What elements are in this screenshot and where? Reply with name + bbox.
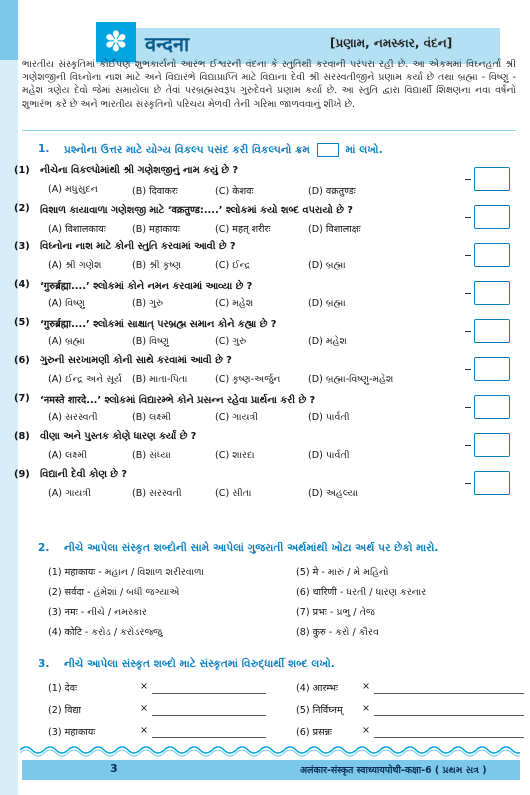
question-text: ‘गुरुर्ब्रह्मा....’ શ્લોકમાં કોને નમન કરવામાં આવ્યા છે ? <box>40 281 253 292</box>
antonym-word: (3) महाकायः <box>48 727 96 738</box>
antonym-word: (6) प्रसन्नः <box>296 727 332 738</box>
option: (D) બ્રહ્મા <box>308 260 346 271</box>
antonym-word: (1) देवः <box>48 683 78 694</box>
meaning-item[interactable]: (3) नमः - નીચે / નમસ્કાર <box>48 607 147 618</box>
option: (D) અહલ્યા <box>308 488 359 499</box>
option: (A) ઈન્દ્ર અને સૂર્ય <box>48 374 122 385</box>
meaning-item[interactable]: (4) कोटि - કરોડ / કરોડરજ્જુ <box>48 627 163 638</box>
option: (B) ગુરુ <box>132 298 164 309</box>
section-text: નીચે આપેલા સંસ્કૃત શબ્દો માટે સંસ્કૃતમાં વિરુદ્ધાર્થી શબ્દ લખો. <box>64 658 335 670</box>
question-number: (4) <box>14 279 30 290</box>
question-number: (9) <box>14 469 30 480</box>
option: (B) महाकायः <box>132 224 180 235</box>
section-text <box>64 143 383 157</box>
page-title: वन्दना <box>145 32 190 56</box>
question <box>14 431 454 445</box>
cross-icon: × <box>140 703 149 714</box>
answer-line[interactable] <box>152 715 266 716</box>
option: (A) ગાયત્રી <box>48 488 91 499</box>
wave-border <box>20 742 520 758</box>
cross-icon: × <box>140 725 149 736</box>
section-number: 2. <box>38 542 50 554</box>
answer-line[interactable] <box>152 693 266 694</box>
option: (C) केशवः <box>215 186 254 197</box>
question-text: ‘नमस्ते शारदे...’ શ્લોકમાં વિદ્યારમ્ભે કોને પ્રસન્ન રહેવા પ્રાર્થના કરી છે ? <box>40 395 316 406</box>
option: (B) સંધ્યા <box>132 450 171 461</box>
answer-box[interactable] <box>474 205 510 229</box>
answer-dash <box>465 255 471 256</box>
section-2-heading <box>38 542 518 558</box>
meaning-item[interactable]: (7) प्रभः - પ્રભુ / તેજ <box>296 607 376 618</box>
question-number: (7) <box>14 393 30 404</box>
option: (B) લક્ષ્મી <box>132 412 171 423</box>
answer-dash <box>465 179 471 180</box>
meaning-item[interactable]: (2) सर्वदा - હંમેશાં / બધી જગ્યાએ <box>48 587 180 598</box>
answer-box[interactable] <box>474 319 510 343</box>
page-number: 3 <box>110 762 118 775</box>
question <box>14 241 454 255</box>
option: (B) વિષ્ણુ <box>132 336 169 347</box>
section-number: 1. <box>38 143 50 155</box>
cross-icon: × <box>362 703 371 714</box>
question-text: વિશાળ કાયાવાળા ગણેશજી માટે ‘वक्रतुण्ड:....’ શ્લોકમાં કયો શબ્દ વપરાયો છે ? <box>40 205 353 216</box>
answer-box[interactable] <box>474 433 510 457</box>
question <box>14 165 454 179</box>
answer-dash <box>465 293 471 294</box>
question <box>14 203 454 217</box>
section-number: 3. <box>38 658 50 670</box>
option: (C) महत् शरीरः <box>215 224 271 235</box>
answer-dash <box>465 217 471 218</box>
option: (C) ઈન્દ્ર <box>215 260 251 271</box>
meaning-item[interactable]: (8) कुरु - કરો / કૌરવ <box>296 627 379 638</box>
question-text: વિઘ્નોના નાશ માટે કોની સ્તુતિ કરવામાં આવી છે ? <box>40 241 236 252</box>
options-row <box>48 222 468 236</box>
option: (B) માતા-પિતા <box>132 374 188 385</box>
blank-box <box>317 143 339 157</box>
options-row <box>48 260 468 274</box>
option: (C) મહેશ <box>215 298 254 309</box>
options-row <box>48 488 468 502</box>
answer-dash <box>465 407 471 408</box>
intro-paragraph: ભારતીય સંસ્કૃતિમાં કોઈપણ શુભકાર્યનો આરંભ ઈશ્વરની વંદના કે સ્તુતિથી કરવાની પરંપરા રહી છે. આ એકમમાં વિઘ્નહર્તા શ્રી ગણેશજીની વિઘ્નોના નાશ માટે અને વિદ્યારંભે વિદ્યાપ્રાપ્તિ માટે વિદ્યાના દેવી શ્રી સરસ્વતીજીને પ્રણામ કર્યા છે તથા બ્રહ્મા - વિષ્ણુ - મહેશ ત્રણેય દેવો જેમાં સમાયેલા છે તેવાં પરબ્રહ્મસ્વરૂપ ગુરુદેવને પ્રણામ કર્યા છે. આ સ્તુતિ દ્વારા વિદ્યાર્થી શિક્ષણના નવા વર્ષનો શુભારંભ કરે છે અને ભારતીય સંસ્કૃતિનો પરિચય મેળવી તેની ગરિમા જાળવવાનું શીખે છે. <box>22 59 516 110</box>
section-text-a: પ્રશ્નોના ઉત્તર માટે યોગ્ય વિકલ્પ પસંદ કરી વિકલ્પનો ક્રમ <box>64 144 311 156</box>
options-row <box>48 336 468 350</box>
answer-line[interactable] <box>374 715 524 716</box>
option: (A) મધુસુદન <box>48 184 98 195</box>
question-number: (8) <box>14 431 30 442</box>
option: (D) બ્રહ્મા <box>308 298 346 309</box>
answer-dash <box>465 369 471 370</box>
options-row <box>48 412 468 426</box>
answer-box[interactable] <box>474 281 510 305</box>
question-text: વીણા અને પુસ્તક કોણે ધારણ કર્યાં છે ? <box>40 431 197 442</box>
answer-dash <box>465 483 471 484</box>
option: (B) શ્રી કૃષ્ણ <box>132 260 182 271</box>
question <box>14 393 454 407</box>
answer-box[interactable] <box>474 357 510 381</box>
antonym-word: (2) विद्या <box>48 705 81 716</box>
option: (A) લક્ષ્મી <box>48 450 87 461</box>
question-text: વિદ્યાની દેવી કોણ છે ? <box>40 469 127 480</box>
question <box>14 279 454 293</box>
options-row <box>48 374 468 388</box>
option: (D) પાર્વતી <box>308 412 350 423</box>
section-1-heading <box>38 143 508 159</box>
answer-box[interactable] <box>474 395 510 419</box>
answer-line[interactable] <box>374 737 524 738</box>
option: (D) મહેશ <box>308 336 347 347</box>
option: (D) वक्रतुण्डः <box>308 186 356 197</box>
options-row <box>48 450 468 464</box>
answer-box[interactable] <box>474 471 510 495</box>
question-number: (6) <box>14 355 30 366</box>
option: (D) विशालाक्षः <box>308 224 361 235</box>
option: (D) બ્રહ્મા-વિષ્ણુ-મહેશ <box>308 374 394 385</box>
left-margin-accent <box>0 0 18 60</box>
question-text: નીચેના વિકલ્પોમાંથી શ્રી ગણેશજીનું નામ કયું છે ? <box>40 165 239 176</box>
answer-dash <box>465 331 471 332</box>
option: (D) પાર્વતી <box>308 450 350 461</box>
option: (A) શ્રી ગણેશ <box>48 260 102 271</box>
footer-text: अलंकार-संस्कृत स्वाध्यायपोथी-कक्षा-6 ( પ્રથમ સત્ર ) <box>300 765 487 776</box>
option: (C) સીતા <box>215 488 252 499</box>
page-subtitle: [પ્રણામ, નમસ્કાર, વંદન] <box>330 36 453 50</box>
question <box>14 317 454 331</box>
option: (A) સરસ્વતી <box>48 412 98 423</box>
section-text: નીચે આપેલા સંસ્કૃત શબ્દોની સામે આપેલાં ગુજરાતી અર્થમાંથી ખોટા અર્થ પર છેકો મારો. <box>64 542 439 554</box>
antonym-word: (4) आरम्भः <box>296 683 338 694</box>
meaning-item[interactable]: (1) महाकायः - મહાન / વિશાળ શરીરવાળા <box>48 567 204 578</box>
antonym-word: (5) निर्विघ्नम् <box>296 705 343 716</box>
question-text: ‘गुरुर्ब्रह्मा....’ શ્લોકમાં સાક્ષાત્ પરબ્રહ્મ સમાન કોને કહ્યા છે ? <box>40 319 277 330</box>
option: (C) ગાયત્રી <box>215 412 259 423</box>
answer-line[interactable] <box>374 693 524 694</box>
divider <box>22 130 516 131</box>
cross-icon: × <box>362 725 371 736</box>
option: (B) સરસ્વતી <box>132 488 182 499</box>
option: (A) विशालकायः <box>48 224 106 235</box>
question-number: (5) <box>14 317 30 328</box>
question <box>14 355 454 369</box>
meaning-item[interactable]: (6) धारिणी - ધરતી / ધારણ કરનાર <box>296 587 427 598</box>
question <box>14 469 454 483</box>
option: (C) ગુરુ <box>215 336 247 347</box>
answer-box[interactable] <box>474 243 510 267</box>
option: (C) કૃષ્ણ-અર્જુન <box>215 374 281 385</box>
cross-icon: × <box>362 681 371 692</box>
star-icon: ✽ <box>96 22 136 62</box>
meaning-item[interactable]: (5) मे - મારું / મે મહિનો <box>296 567 389 578</box>
question-number: (1) <box>14 165 30 176</box>
section-text-b: માં લખો. <box>345 144 383 156</box>
options-row <box>48 298 468 312</box>
answer-line[interactable] <box>152 737 266 738</box>
answer-dash <box>465 445 471 446</box>
section-3-heading <box>38 658 518 674</box>
question-number: (2) <box>14 203 30 214</box>
options-row <box>48 184 468 198</box>
question-text: ગુરુની સરખામણી કોની સાથે કરવામાં આવી છે ? <box>40 355 232 366</box>
option: (C) શારદા <box>215 450 255 461</box>
cross-icon: × <box>140 681 149 692</box>
option: (A) બ્રહ્મા <box>48 336 85 347</box>
option: (A) વિષ્ણુ <box>48 298 85 309</box>
answer-box[interactable] <box>474 167 510 191</box>
question-number: (3) <box>14 241 30 252</box>
option: (B) दिवाकरः <box>132 186 178 197</box>
